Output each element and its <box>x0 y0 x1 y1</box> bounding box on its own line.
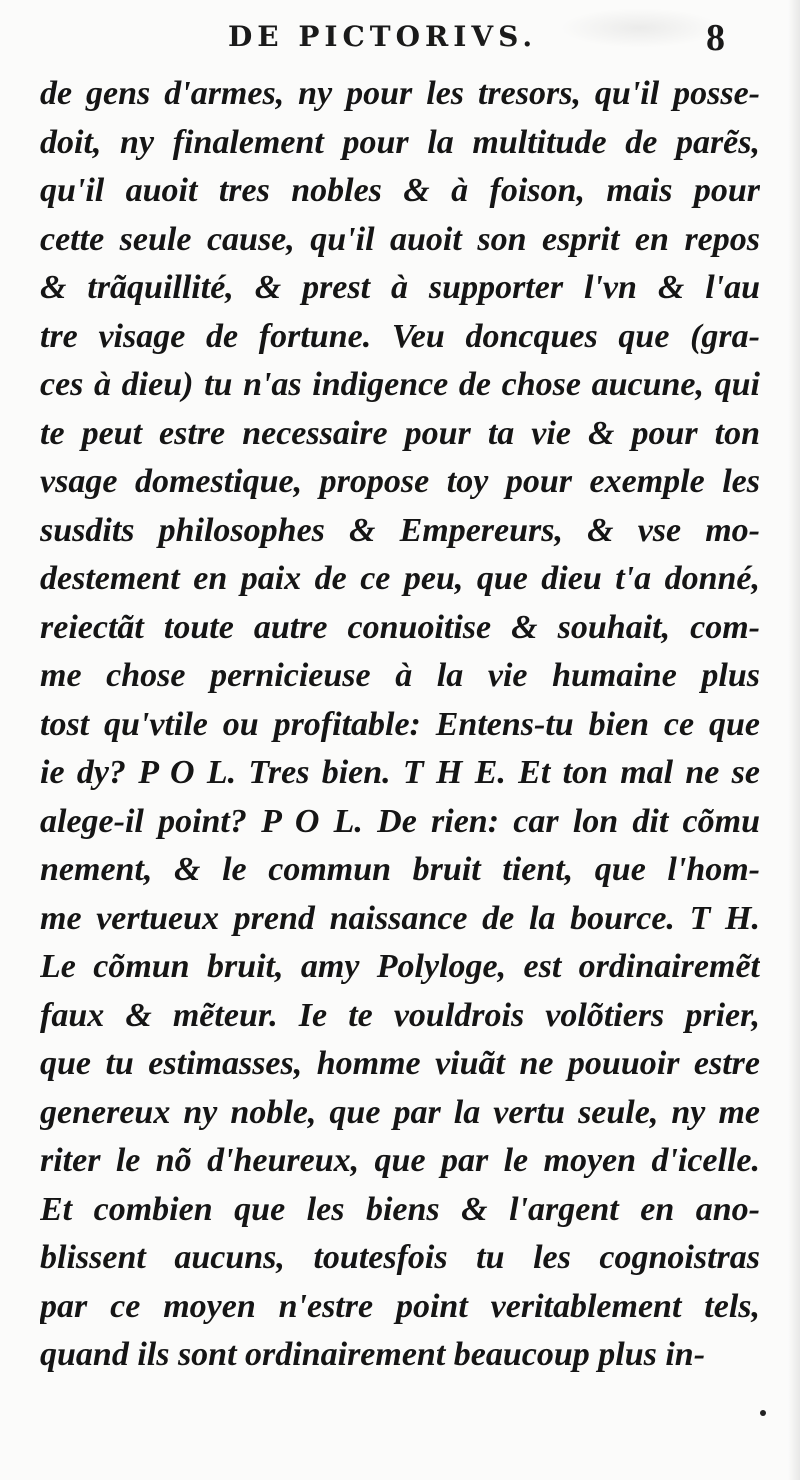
text-line: par ce moyen n'estre point veritablement tels, <box>40 1287 760 1325</box>
text-line: doit, ny finalement pour la multitude de parẽs, <box>40 123 760 161</box>
text-line: blissent aucuns, toutesfois tu les cognoistras <box>40 1239 760 1276</box>
text-line: susdits philosophes & Empereurs, & vse mo- <box>40 511 760 549</box>
text-line: reiectãt toute autre conuoitise & souhait, com- <box>40 608 760 646</box>
text-line: qu'il auoit tres nobles & à foison, mais pour <box>40 172 760 209</box>
text-line: que tu estimasses, homme viuãt ne pouuoir estre <box>40 1045 760 1082</box>
text-line: me chose pernicieuse à la vie humaine plus <box>40 657 760 694</box>
text-line: alege-il point? P O L. De rien: car lon dit cõmu <box>40 802 760 840</box>
ink-speck <box>760 1410 766 1416</box>
text-line: faux & mẽteur. Ie te vouldrois volõtiers prier, <box>40 996 760 1034</box>
text-line: me vertueux prend naissance de la bource. T H. <box>40 899 760 937</box>
text-line: genereux ny noble, que par la vertu seule, ny me <box>40 1093 760 1131</box>
text-line: Et combien que les biens & l'argent en ano- <box>40 1190 760 1228</box>
text-line: ie dy? P O L. Tres bien. T H E. Et ton mal ne se <box>40 754 760 791</box>
text-line: riter le nõ d'heureux, que par le moyen d'icelle. <box>40 1142 760 1179</box>
text-line: tost qu'vtile ou profitable: Entens-tu bien ce que <box>40 705 760 743</box>
text-line: Le cõmun bruit, amy Polyloge, est ordinairemẽt <box>40 948 760 985</box>
text-line: & trãquillité, & prest à supporter l'vn & l'au <box>40 269 760 306</box>
text-line: cette seule cause, qu'il auoit son esprit en repos <box>40 220 760 258</box>
page-header <box>0 14 800 64</box>
text-line: tre visage de fortune. Veu doncques que (gra- <box>40 317 760 355</box>
running-title: DE PICTORIVS. <box>228 20 538 53</box>
text-line: ces à dieu) tu n'as indigence de chose aucune, qui <box>40 366 760 403</box>
text-line: destement en paix de ce peu, que dieu t'a donné, <box>40 560 760 597</box>
text-line: quand ils sont ordinairement beaucoup plus in- <box>40 1336 706 1373</box>
page-edge-shadow <box>788 0 800 1480</box>
page-number: 8 <box>706 17 725 59</box>
body-text <box>40 70 760 1380</box>
text-line: te peut estre necessaire pour ta vie & pour ton <box>40 414 760 452</box>
text-line: de gens d'armes, ny pour les tresors, qu'il posse- <box>40 75 760 112</box>
text-line: nement, & le commun bruit tient, que l'hom- <box>40 851 760 888</box>
text-line: vsage domestique, propose toy pour exemple les <box>40 463 760 500</box>
